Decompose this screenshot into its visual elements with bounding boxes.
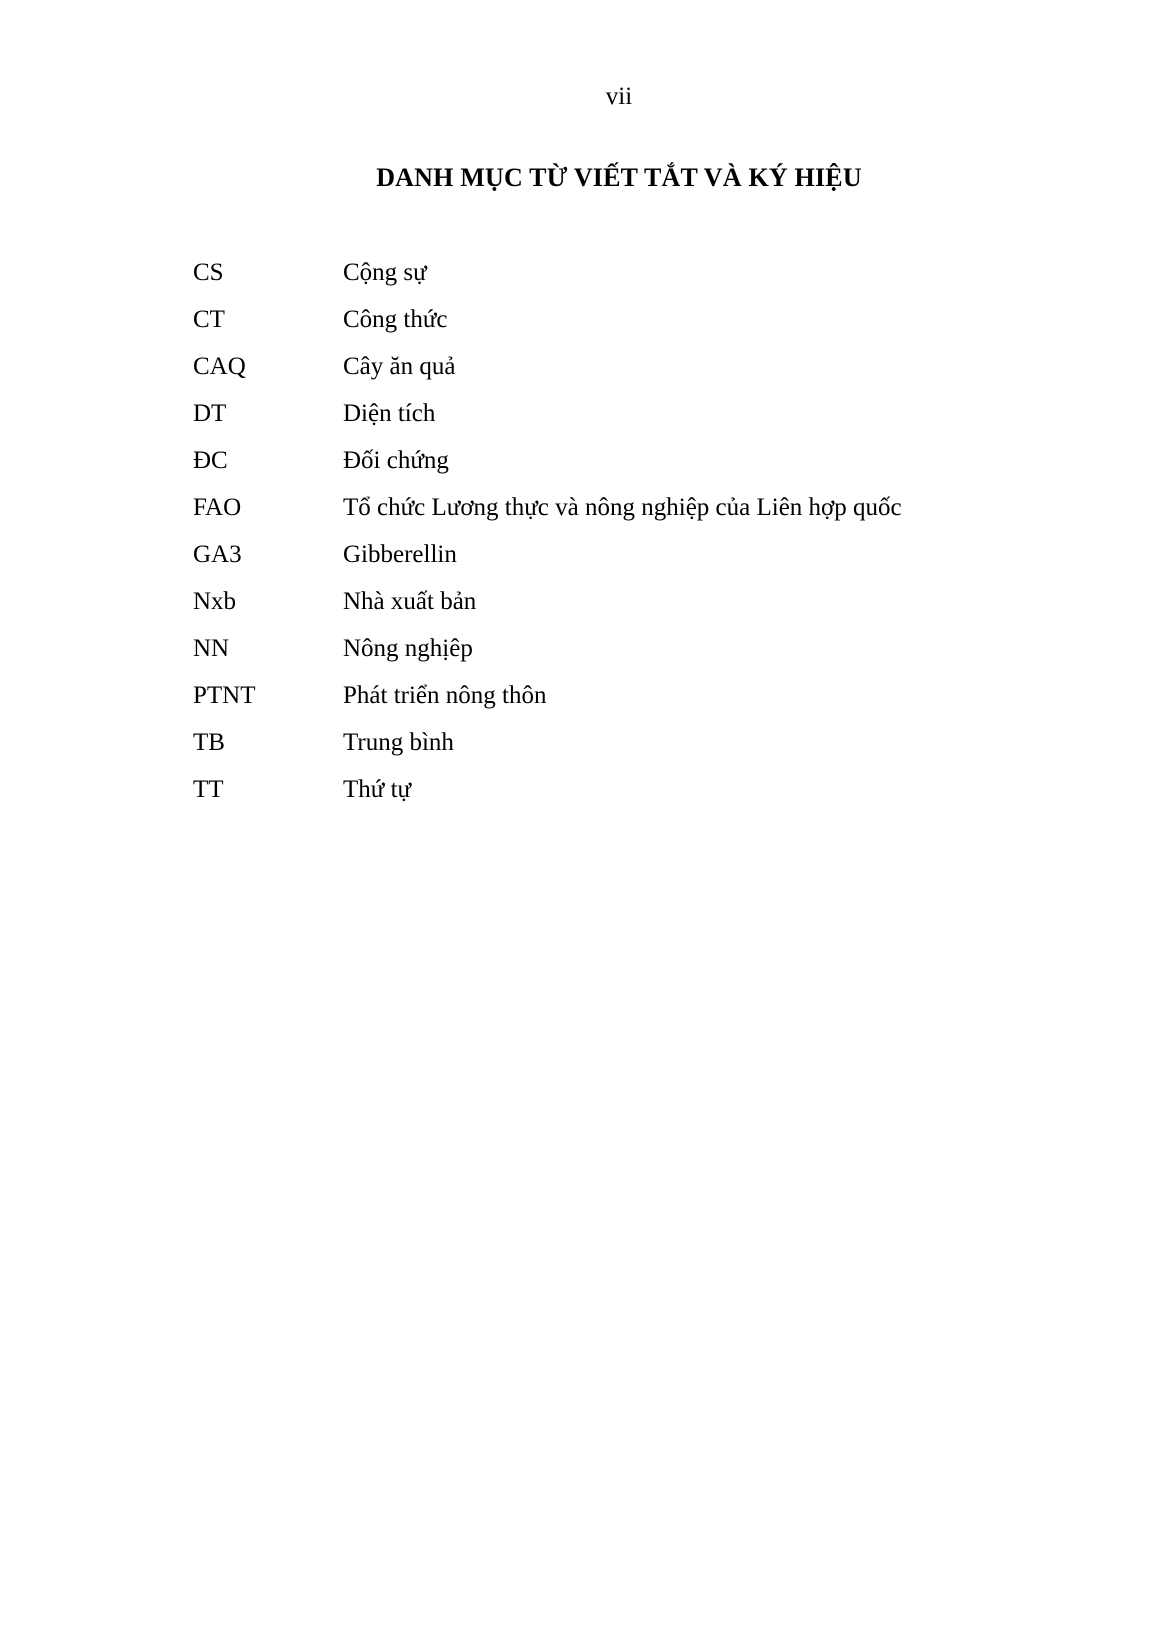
abbreviation-row bbox=[193, 634, 1093, 681]
abbreviation-term: TT bbox=[193, 776, 224, 803]
abbreviation-term: CAQ bbox=[193, 353, 246, 380]
abbreviation-meaning: Thứ tự bbox=[343, 776, 412, 803]
page-title: DANH MỤC TỪ VIẾT TẮT VÀ KÝ HIỆU bbox=[376, 163, 862, 192]
abbreviation-term: TB bbox=[193, 729, 225, 756]
abbreviation-row bbox=[193, 681, 1093, 728]
abbreviation-row bbox=[193, 305, 1093, 352]
abbreviation-term: FAO bbox=[193, 494, 242, 521]
abbreviation-meaning: Trung bình bbox=[343, 729, 454, 756]
abbreviation-row bbox=[193, 446, 1093, 493]
abbreviation-term: NN bbox=[193, 635, 230, 662]
abbreviation-meaning: Gibberellin bbox=[343, 541, 457, 568]
abbreviation-term: PTNT bbox=[193, 682, 256, 709]
abbreviation-meaning: Tổ chức Lương thực và nông nghiệp của Liên hợp quốc bbox=[343, 494, 902, 521]
page-number: vii bbox=[605, 83, 633, 110]
abbreviation-list bbox=[193, 258, 1093, 822]
abbreviation-meaning: Đối chứng bbox=[343, 447, 449, 474]
abbreviation-term: CT bbox=[193, 306, 225, 333]
abbreviation-row bbox=[193, 540, 1093, 587]
abbreviation-row bbox=[193, 728, 1093, 775]
abbreviation-meaning: Cây ăn quả bbox=[343, 353, 456, 380]
abbreviation-row bbox=[193, 258, 1093, 305]
abbreviation-row bbox=[193, 775, 1093, 822]
abbreviation-meaning: Nông nghịêp bbox=[343, 635, 473, 662]
abbreviation-meaning: Nhà xuất bản bbox=[343, 588, 477, 615]
abbreviation-row bbox=[193, 587, 1093, 634]
abbreviation-meaning: Cộng sự bbox=[343, 259, 427, 286]
abbreviation-row bbox=[193, 493, 1093, 540]
abbreviation-term: GA3 bbox=[193, 541, 242, 568]
abbreviation-row bbox=[193, 399, 1093, 446]
abbreviation-row bbox=[193, 352, 1093, 399]
abbreviation-term: ĐC bbox=[193, 447, 228, 474]
abbreviation-term: CS bbox=[193, 259, 224, 286]
abbreviation-meaning: Diện tích bbox=[343, 400, 436, 427]
abbreviation-term: Nxb bbox=[193, 588, 237, 615]
abbreviation-meaning: Công thức bbox=[343, 306, 448, 333]
abbreviation-meaning: Phát triển nông thôn bbox=[343, 682, 547, 709]
abbreviation-term: DT bbox=[193, 400, 227, 427]
